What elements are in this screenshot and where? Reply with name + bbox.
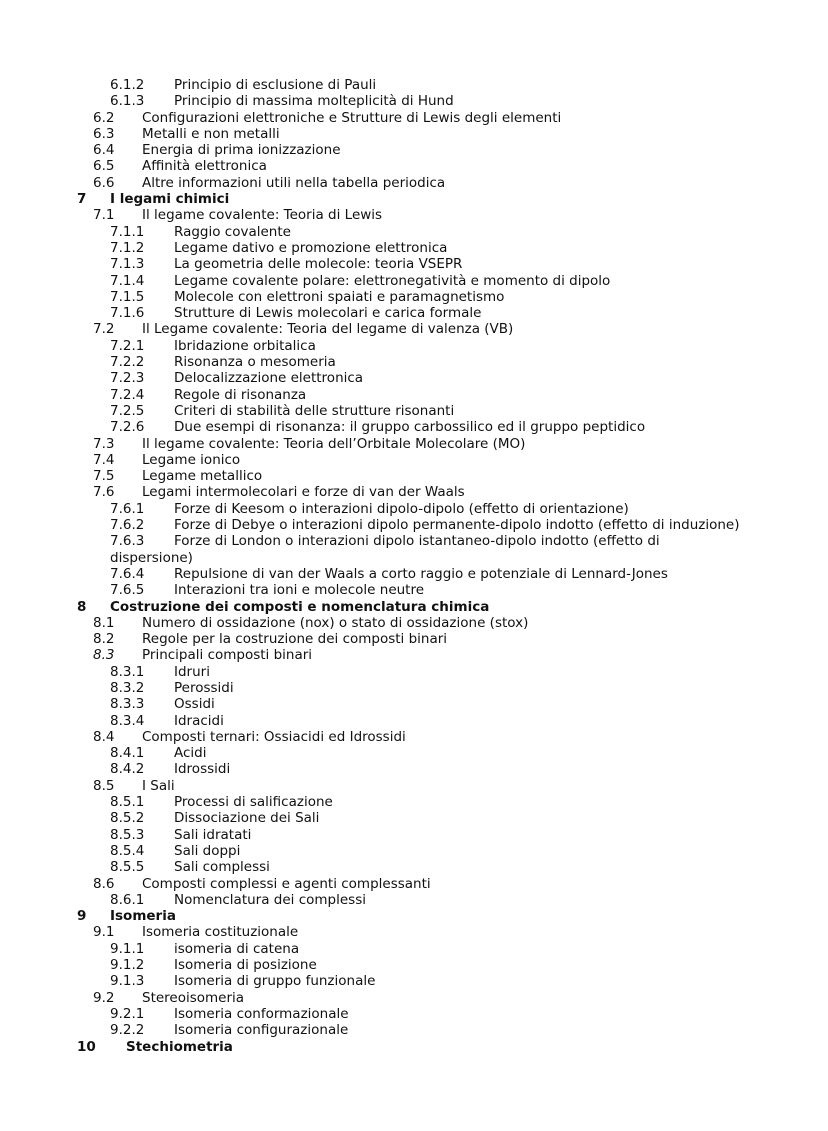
toc-section[interactable] bbox=[0, 990, 828, 1006]
toc-entry-number: 7.2 bbox=[93, 321, 115, 338]
toc-subsection[interactable] bbox=[0, 305, 828, 321]
toc-entry-title: I Sali bbox=[142, 777, 175, 794]
toc-section[interactable] bbox=[0, 321, 828, 337]
toc-section[interactable] bbox=[0, 158, 828, 174]
toc-subsection[interactable] bbox=[0, 794, 828, 810]
toc-entry-number: 8.3.1 bbox=[110, 663, 145, 680]
toc-section[interactable] bbox=[0, 484, 828, 500]
toc-entry-title: Isomeria costituzionale bbox=[142, 924, 299, 941]
toc-entry-title: Ossidi bbox=[174, 696, 215, 713]
toc-entry-number: 7.2.6 bbox=[110, 419, 145, 436]
toc-section[interactable] bbox=[0, 207, 828, 223]
toc-entry-number: 9.2.2 bbox=[110, 1022, 145, 1039]
toc-entry-title: Acidi bbox=[174, 745, 207, 762]
toc-entry-number: 9.1.3 bbox=[110, 973, 145, 990]
toc-section[interactable] bbox=[0, 924, 828, 940]
toc-entry-number: 8.4 bbox=[93, 728, 115, 745]
toc-entry-number: 7.1.2 bbox=[110, 239, 145, 256]
toc-subsection[interactable] bbox=[0, 403, 828, 419]
toc-subsection[interactable] bbox=[0, 664, 828, 680]
toc-entry-title: I legami chimici bbox=[110, 191, 230, 208]
toc-section[interactable] bbox=[0, 876, 828, 892]
toc-entry-number: 6.5 bbox=[93, 158, 115, 175]
toc-entry-number: 8.4.2 bbox=[110, 761, 145, 778]
toc-subsection[interactable] bbox=[0, 387, 828, 403]
toc-entry-number: 8.3 bbox=[93, 647, 115, 664]
toc-section[interactable] bbox=[0, 778, 828, 794]
toc-entry-title: Strutture di Lewis molecolari e carica formale bbox=[174, 305, 482, 322]
toc-subsection[interactable] bbox=[0, 419, 828, 435]
toc-section[interactable] bbox=[0, 631, 828, 647]
toc-entry-number: 7.2.3 bbox=[110, 370, 145, 387]
toc-section[interactable] bbox=[0, 110, 828, 126]
toc-entry-title: Criteri di stabilità delle strutture risonanti bbox=[174, 402, 455, 419]
toc-entry-number: 8.5 bbox=[93, 777, 115, 794]
toc-entry-title: Il legame covalente: Teoria di Lewis bbox=[142, 207, 383, 224]
toc-entry-number: 8.2 bbox=[93, 631, 115, 648]
toc-chapter[interactable] bbox=[0, 908, 828, 924]
toc-entry-number: 9.1 bbox=[93, 924, 115, 941]
toc-entry-title: Regole di risonanza bbox=[174, 386, 307, 403]
toc-entry-number: 8.5.1 bbox=[110, 794, 145, 811]
toc-entry-number: 8.5.3 bbox=[110, 826, 145, 843]
toc-entry-number: 6.4 bbox=[93, 142, 115, 159]
toc-entry-title: Processi di salificazione bbox=[174, 794, 333, 811]
toc-entry-title: Repulsione di van der Waals a corto raggio e potenziale di Lennard-Jones bbox=[174, 565, 668, 582]
toc-entry-title: Raggio covalente bbox=[174, 223, 291, 240]
toc-entry-title: Dissociazione dei Sali bbox=[174, 810, 320, 827]
toc-subsection[interactable] bbox=[0, 810, 828, 826]
toc-entry-title: Costruzione dei composti e nomenclatura chimica bbox=[110, 598, 490, 615]
toc-entry-number: 7.2.1 bbox=[110, 337, 145, 354]
toc-subsection[interactable] bbox=[0, 501, 828, 517]
toc-entry-title: Due esempi di risonanza: il gruppo carbossilico ed il gruppo peptidico bbox=[174, 419, 646, 436]
toc-entry-number: 8.5.5 bbox=[110, 859, 145, 876]
toc-entry-number: 6.3 bbox=[93, 125, 115, 142]
toc-subsection[interactable] bbox=[0, 256, 828, 272]
toc-entry-title: Legame dativo e promozione elettronica bbox=[174, 239, 448, 256]
toc-section[interactable] bbox=[0, 436, 828, 452]
toc-entry-title: Composti ternari: Ossiacidi ed Idrossidi bbox=[142, 728, 406, 745]
toc-entry-number: 7.2.5 bbox=[110, 402, 145, 419]
toc-entry-title: Sali doppi bbox=[174, 842, 241, 859]
toc-entry-number: 7.1.3 bbox=[110, 256, 145, 273]
toc-entry-title: Interazioni tra ioni e molecole neutre bbox=[174, 582, 425, 599]
toc-entry-title: Principio di esclusione di Pauli bbox=[174, 77, 377, 93]
toc-entry-number: 8.6 bbox=[93, 875, 115, 892]
toc-entry-title: Idruri bbox=[174, 663, 210, 680]
toc-entry-number: 6.2 bbox=[93, 109, 115, 126]
toc-entry-number: 7.2.4 bbox=[110, 386, 145, 403]
toc-entry-title: Il legame covalente: Teoria dell’Orbitale Molecolare (MO) bbox=[142, 435, 526, 452]
toc-section[interactable] bbox=[0, 615, 828, 631]
toc-entry-number: 7.1.5 bbox=[110, 288, 145, 305]
toc-subsection[interactable] bbox=[0, 713, 828, 729]
toc-entry-number: 9.2.1 bbox=[110, 1005, 145, 1022]
toc-entry-number: 7.6 bbox=[93, 484, 115, 501]
toc-entry-number: 8.5.2 bbox=[110, 810, 145, 827]
toc-entry-title: Forze di Keesom o interazioni dipolo-dipolo (effetto di orientazione) bbox=[174, 500, 629, 517]
toc-entry-number: 7.4 bbox=[93, 451, 115, 468]
toc-entry-title: Nomenclatura dei complessi bbox=[174, 891, 366, 908]
toc-entry-number: 8.1 bbox=[93, 614, 115, 631]
toc-entry-title: Isomeria configurazionale bbox=[174, 1022, 349, 1039]
toc-section[interactable] bbox=[0, 729, 828, 745]
toc-entry-number: 7.1.1 bbox=[110, 223, 145, 240]
toc-subsection[interactable] bbox=[0, 338, 828, 354]
toc-entry-number: 8 bbox=[77, 598, 87, 615]
toc-entry-title: Molecole con elettroni spaiati e paramagnetismo bbox=[174, 288, 505, 305]
toc-entry-number: 8.3.4 bbox=[110, 712, 145, 729]
toc-entry-title: La geometria delle molecole: teoria VSEPR bbox=[174, 256, 463, 273]
toc-entry-number: 7.3 bbox=[93, 435, 115, 452]
toc-entry-title: Stereoisomeria bbox=[142, 989, 245, 1006]
toc-subsection[interactable] bbox=[0, 566, 828, 582]
toc-entry-title: Idracidi bbox=[174, 712, 224, 729]
toc-entry-number: 7.1.4 bbox=[110, 272, 145, 289]
toc-entry-title: Configurazioni elettroniche e Strutture di Lewis degli elementi bbox=[142, 109, 562, 126]
toc-entry-title: isomeria di catena bbox=[174, 940, 300, 957]
toc-entry-number: 9.1.2 bbox=[110, 957, 145, 974]
toc-entry-title: Regole per la costruzione dei composti binari bbox=[142, 631, 448, 648]
toc-entry-title: Legame metallico bbox=[142, 468, 263, 485]
toc-subsection[interactable] bbox=[0, 696, 828, 712]
toc-entry-number: 8.3.2 bbox=[110, 679, 145, 696]
toc-section[interactable] bbox=[0, 126, 828, 142]
toc-subsection[interactable] bbox=[0, 761, 828, 777]
toc-entry-title: Legami intermolecolari e forze di van der Waals bbox=[142, 484, 465, 501]
toc-entry-title: Sali idratati bbox=[174, 826, 252, 843]
toc-subsection[interactable] bbox=[0, 859, 828, 875]
toc-section[interactable] bbox=[0, 175, 828, 191]
toc-subsection[interactable] bbox=[0, 1022, 828, 1038]
toc-section[interactable] bbox=[0, 452, 828, 468]
toc-entry-title: Isomeria bbox=[110, 908, 176, 925]
toc-subsection[interactable] bbox=[0, 370, 828, 386]
toc-section[interactable] bbox=[0, 647, 828, 663]
toc-entry-title: Ibridazione orbitalica bbox=[174, 337, 316, 354]
toc-entry-title: Affinità elettronica bbox=[142, 158, 267, 175]
toc-entry-number: 8.6.1 bbox=[110, 891, 145, 908]
toc-subsection[interactable] bbox=[0, 1006, 828, 1022]
toc-chapter[interactable] bbox=[0, 1039, 828, 1055]
toc-entry-number: 7.1 bbox=[93, 207, 115, 224]
toc-entry-number: 7.6.5 bbox=[110, 582, 145, 599]
toc-entry-wrapped-title bbox=[110, 533, 670, 566]
toc-subsection[interactable] bbox=[0, 533, 828, 566]
toc-entry-title: Legame ionico bbox=[142, 451, 241, 468]
table-of-contents bbox=[0, 77, 828, 1055]
toc-entry-number: 7.6.4 bbox=[110, 565, 145, 582]
toc-entry-number: 7.5 bbox=[93, 468, 115, 485]
toc-entry-number: 6.1.2 bbox=[110, 77, 145, 93]
toc-entry-title: Principali composti binari bbox=[142, 647, 313, 664]
toc-entry-number: 9.2 bbox=[93, 989, 115, 1006]
toc-subsection[interactable] bbox=[0, 941, 828, 957]
toc-entry-number: 8.4.1 bbox=[110, 745, 145, 762]
toc-entry-title: Isomeria conformazionale bbox=[174, 1005, 349, 1022]
toc-entry-number: 9.1.1 bbox=[110, 940, 145, 957]
toc-entry-title: Perossidi bbox=[174, 679, 234, 696]
toc-entry-title: Il Legame covalente: Teoria del legame di valenza (VB) bbox=[142, 321, 514, 338]
toc-subsection[interactable] bbox=[0, 745, 828, 761]
toc-section[interactable] bbox=[0, 142, 828, 158]
toc-subsection[interactable] bbox=[0, 240, 828, 256]
toc-subsection[interactable] bbox=[0, 582, 828, 598]
toc-entry-number: 7.6.1 bbox=[110, 500, 145, 517]
toc-entry-title: Sali complessi bbox=[174, 859, 270, 876]
toc-entry-title: Risonanza o mesomeria bbox=[174, 354, 336, 371]
toc-entry-number: 8.3.3 bbox=[110, 696, 145, 713]
toc-entry-title: Stechiometria bbox=[126, 1038, 233, 1055]
toc-subsection[interactable] bbox=[0, 957, 828, 973]
toc-subsection[interactable] bbox=[0, 77, 828, 93]
toc-subsection[interactable] bbox=[0, 273, 828, 289]
toc-entry-number: 7.2.2 bbox=[110, 354, 145, 371]
toc-subsection[interactable] bbox=[0, 973, 828, 989]
toc-entry-number: 7.6.2 bbox=[110, 517, 145, 534]
toc-entry-title: Delocalizzazione elettronica bbox=[174, 370, 364, 387]
toc-subsection[interactable] bbox=[0, 680, 828, 696]
toc-section[interactable] bbox=[0, 468, 828, 484]
toc-entry-title: Principio di massima molteplicità di Hund bbox=[174, 93, 454, 110]
toc-subsection[interactable] bbox=[0, 892, 828, 908]
toc-entry-number: 10 bbox=[77, 1038, 96, 1055]
toc-entry-number: 9 bbox=[77, 908, 87, 925]
toc-entry-title: Numero di ossidazione (nox) o stato di ossidazione (stox) bbox=[142, 614, 529, 631]
toc-entry-title: Composti complessi e agenti complessanti bbox=[142, 875, 431, 892]
toc-entry-title: Forze di Debye o interazioni dipolo permanente-dipolo indotto (effetto di induzione) bbox=[174, 517, 740, 534]
toc-entry-title: Metalli e non metalli bbox=[142, 125, 280, 142]
toc-subsection[interactable] bbox=[0, 93, 828, 109]
toc-entry-number: 7.1.6 bbox=[110, 305, 145, 322]
toc-entry-number: 6.6 bbox=[93, 174, 115, 191]
toc-entry-title: Legame covalente polare: elettronegatività e momento di dipolo bbox=[174, 272, 611, 289]
toc-subsection[interactable] bbox=[0, 517, 828, 533]
toc-chapter[interactable] bbox=[0, 191, 828, 207]
toc-entry-title: Altre informazioni utili nella tabella periodica bbox=[142, 174, 446, 191]
toc-entry-number: 8.5.4 bbox=[110, 842, 145, 859]
toc-entry-title: Isomeria di posizione bbox=[174, 957, 317, 974]
toc-entry-title: Energia di prima ionizzazione bbox=[142, 142, 341, 159]
toc-entry-number: 7.6.3 bbox=[110, 533, 145, 550]
toc-entry-number: 6.1.3 bbox=[110, 93, 145, 110]
toc-subsection[interactable] bbox=[0, 843, 828, 859]
toc-subsection[interactable] bbox=[0, 289, 828, 305]
toc-entry-title: Forze di London o interazioni dipolo istantaneo-dipolo indotto (effetto di dispersione) bbox=[110, 533, 660, 566]
toc-subsection[interactable] bbox=[0, 827, 828, 843]
toc-chapter[interactable] bbox=[0, 599, 828, 615]
toc-entry-title: Isomeria di gruppo funzionale bbox=[174, 973, 376, 990]
toc-subsection[interactable] bbox=[0, 224, 828, 240]
toc-entry-number: 7 bbox=[77, 191, 87, 208]
toc-entry-title: Idrossidi bbox=[174, 761, 231, 778]
toc-subsection[interactable] bbox=[0, 354, 828, 370]
